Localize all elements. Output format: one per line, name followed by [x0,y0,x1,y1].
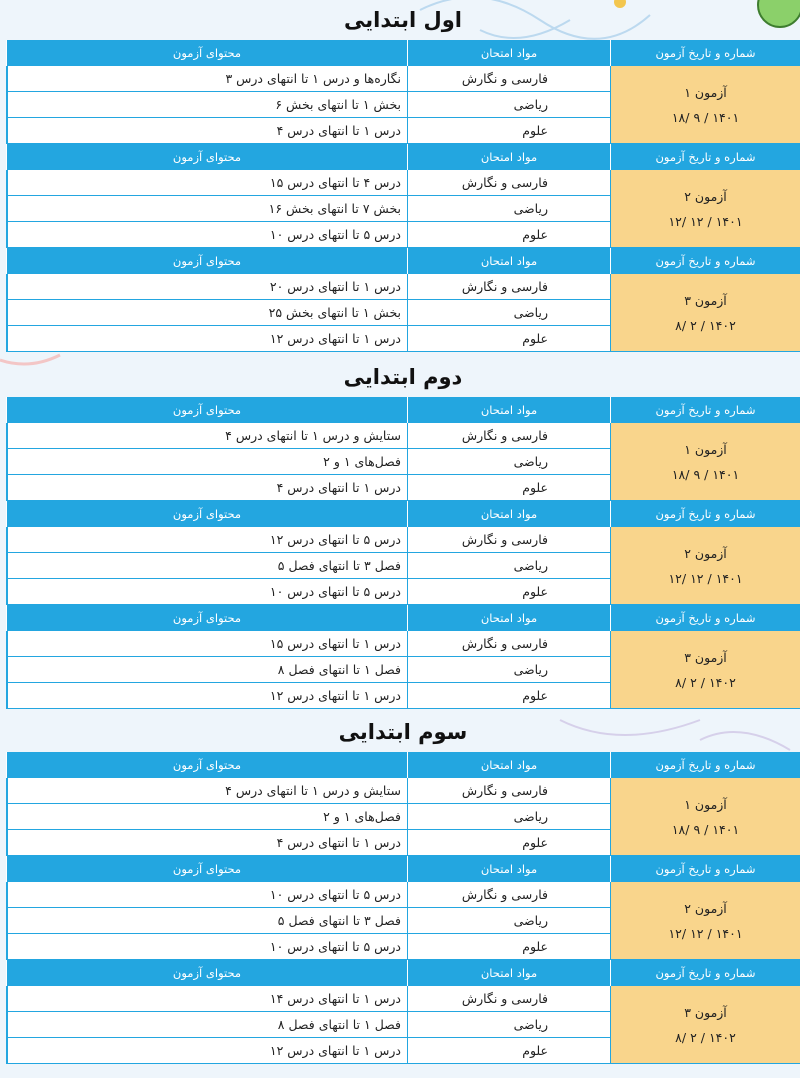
content-cell: درس ۴ تا انتهای درس ۱۵ [6,170,407,196]
exam-date: ۱۴۰۲ / ۲ /۸ [675,1029,736,1045]
content-cell: ستایش و درس ۱ تا انتهای درس ۴ [6,423,407,449]
content-cell: بخش ۱ تا انتهای بخش ۶ [6,92,407,118]
header-exam-date: شماره و تاریخ آزمون [610,960,800,986]
content-cell: فصل ۳ تا انتهای فصل ۵ [6,908,407,934]
content-cell: بخش ۱ تا انتهای بخش ۲۵ [6,300,407,326]
exam-name: آزمون ۳ [684,292,727,308]
subject-cell: ریاضی [407,1012,610,1038]
header-subject: مواد امتحان [407,856,610,882]
subject-cell: علوم [407,1038,610,1064]
subject-cell: فارسی و نگارش [407,527,610,553]
header-exam-date: شماره و تاریخ آزمون [610,752,800,778]
header-subject: مواد امتحان [407,752,610,778]
exam-date-cell [610,66,800,144]
subject-cell: فارسی و نگارش [407,66,610,92]
subject-cell: علوم [407,579,610,605]
exam-date: ۱۴۰۱ / ۱۲ /۱۲ [668,925,743,941]
header-content: محتوای آزمون [6,248,407,274]
content-cell: نگاره‌ها و درس ۱ تا انتهای درس ۳ [6,66,407,92]
header-subject: مواد امتحان [407,144,610,170]
subject-cell: ریاضی [407,300,610,326]
exam-date: ۱۴۰۱ / ۱۲ /۱۲ [668,213,743,229]
content-cell: فصل ۱ تا انتهای فصل ۸ [6,1012,407,1038]
subject-cell: ریاضی [407,657,610,683]
content-cell: درس ۵ تا انتهای درس ۱۲ [6,527,407,553]
content-cell: درس ۱ تا انتهای درس ۱۲ [6,1038,407,1064]
exam-name: آزمون ۲ [684,188,727,204]
header-exam-date: شماره و تاریخ آزمون [610,605,800,631]
subject-cell: علوم [407,934,610,960]
exam-date: ۱۴۰۱ / ۹ /۱۸ [671,466,740,482]
exam-block [6,752,800,856]
header-content: محتوای آزمون [6,605,407,631]
subject-cell: علوم [407,830,610,856]
exam-block [6,501,800,605]
exam-block [6,856,800,960]
subject-cell: علوم [407,326,610,352]
exam-name: آزمون ۳ [684,649,727,665]
content-cell: درس ۵ تا انتهای درس ۱۰ [6,882,407,908]
exam-date-cell [610,274,800,352]
subject-cell: ریاضی [407,908,610,934]
subject-cell: ریاضی [407,449,610,475]
header-subject: مواد امتحان [407,397,610,423]
exam-name: آزمون ۳ [684,1004,727,1020]
header-exam-date: شماره و تاریخ آزمون [610,40,800,66]
exam-date-cell [610,778,800,856]
exam-block [6,960,800,1064]
header-subject: مواد امتحان [407,248,610,274]
exam-date-cell [610,170,800,248]
header-subject: مواد امتحان [407,605,610,631]
exam-date-cell [610,986,800,1064]
exam-name: آزمون ۱ [684,84,727,100]
header-subject: مواد امتحان [407,501,610,527]
header-exam-date: شماره و تاریخ آزمون [610,856,800,882]
grade-title: سوم ابتدایی [338,720,468,744]
subject-cell: ریاضی [407,804,610,830]
header-content: محتوای آزمون [6,960,407,986]
header-subject: مواد امتحان [407,960,610,986]
content-cell: درس ۱ تا انتهای درس ۱۴ [6,986,407,1012]
content-cell: درس ۱ تا انتهای درس ۱۲ [6,326,407,352]
header-content: محتوای آزمون [6,144,407,170]
content-cell: فصل ۱ تا انتهای فصل ۸ [6,657,407,683]
exam-date-cell [610,527,800,605]
subject-cell: علوم [407,683,610,709]
grade-title: اول ابتدایی [344,8,462,32]
header-exam-date: شماره و تاریخ آزمون [610,397,800,423]
header-content: محتوای آزمون [6,752,407,778]
exam-date-cell [610,882,800,960]
subject-cell: فارسی و نگارش [407,274,610,300]
content-cell: فصل ۳ تا انتهای فصل ۵ [6,553,407,579]
content-cell: درس ۱ تا انتهای درس ۱۵ [6,631,407,657]
subject-cell: فارسی و نگارش [407,631,610,657]
content-cell: ستایش و درس ۱ تا انتهای درس ۴ [6,778,407,804]
subject-cell: فارسی و نگارش [407,986,610,1012]
exam-name: آزمون ۲ [684,545,727,561]
content-cell: درس ۱ تا انتهای درس ۲۰ [6,274,407,300]
grade-section [6,712,800,1064]
content-cell: فصل‌های ۱ و ۲ [6,449,407,475]
subject-cell: علوم [407,222,610,248]
exam-name: آزمون ۱ [684,441,727,457]
header-subject: مواد امتحان [407,40,610,66]
content-cell: درس ۱ تا انتهای درس ۴ [6,475,407,501]
exam-date-cell [610,631,800,709]
content-cell: درس ۵ تا انتهای درس ۱۰ [6,934,407,960]
header-content: محتوای آزمون [6,40,407,66]
grade-section [6,357,800,709]
exam-date: ۱۴۰۱ / ۹ /۱۸ [671,821,740,837]
exam-block [6,144,800,248]
subject-cell: ریاضی [407,196,610,222]
exam-name: آزمون ۱ [684,796,727,812]
grade-section [6,0,800,352]
subject-cell: فارسی و نگارش [407,423,610,449]
exam-date-cell [610,423,800,501]
content-cell: درس ۵ تا انتهای درس ۱۰ [6,579,407,605]
exam-block [6,248,800,352]
exam-date: ۱۴۰۱ / ۱۲ /۱۲ [668,570,743,586]
exam-date: ۱۴۰۲ / ۲ /۸ [675,317,736,333]
header-exam-date: شماره و تاریخ آزمون [610,248,800,274]
content-cell: بخش ۷ تا انتهای بخش ۱۶ [6,196,407,222]
header-content: محتوای آزمون [6,501,407,527]
exam-block [6,397,800,501]
header-exam-date: شماره و تاریخ آزمون [610,501,800,527]
subject-cell: علوم [407,118,610,144]
grade-title: دوم ابتدایی [343,365,463,389]
subject-cell: ریاضی [407,553,610,579]
content-cell: فصل‌های ۱ و ۲ [6,804,407,830]
subject-cell: علوم [407,475,610,501]
content-cell: درس ۱ تا انتهای درس ۴ [6,830,407,856]
header-content: محتوای آزمون [6,856,407,882]
subject-cell: ریاضی [407,92,610,118]
header-exam-date: شماره و تاریخ آزمون [610,144,800,170]
header-content: محتوای آزمون [6,397,407,423]
content-cell: درس ۵ تا انتهای درس ۱۰ [6,222,407,248]
exam-name: آزمون ۲ [684,900,727,916]
exam-block [6,605,800,709]
exam-block [6,40,800,144]
subject-cell: فارسی و نگارش [407,778,610,804]
subject-cell: فارسی و نگارش [407,170,610,196]
subject-cell: فارسی و نگارش [407,882,610,908]
exam-date: ۱۴۰۲ / ۲ /۸ [675,674,736,690]
content-cell: درس ۱ تا انتهای درس ۴ [6,118,407,144]
exam-date: ۱۴۰۱ / ۹ /۱۸ [671,109,740,125]
content-cell: درس ۱ تا انتهای درس ۱۲ [6,683,407,709]
